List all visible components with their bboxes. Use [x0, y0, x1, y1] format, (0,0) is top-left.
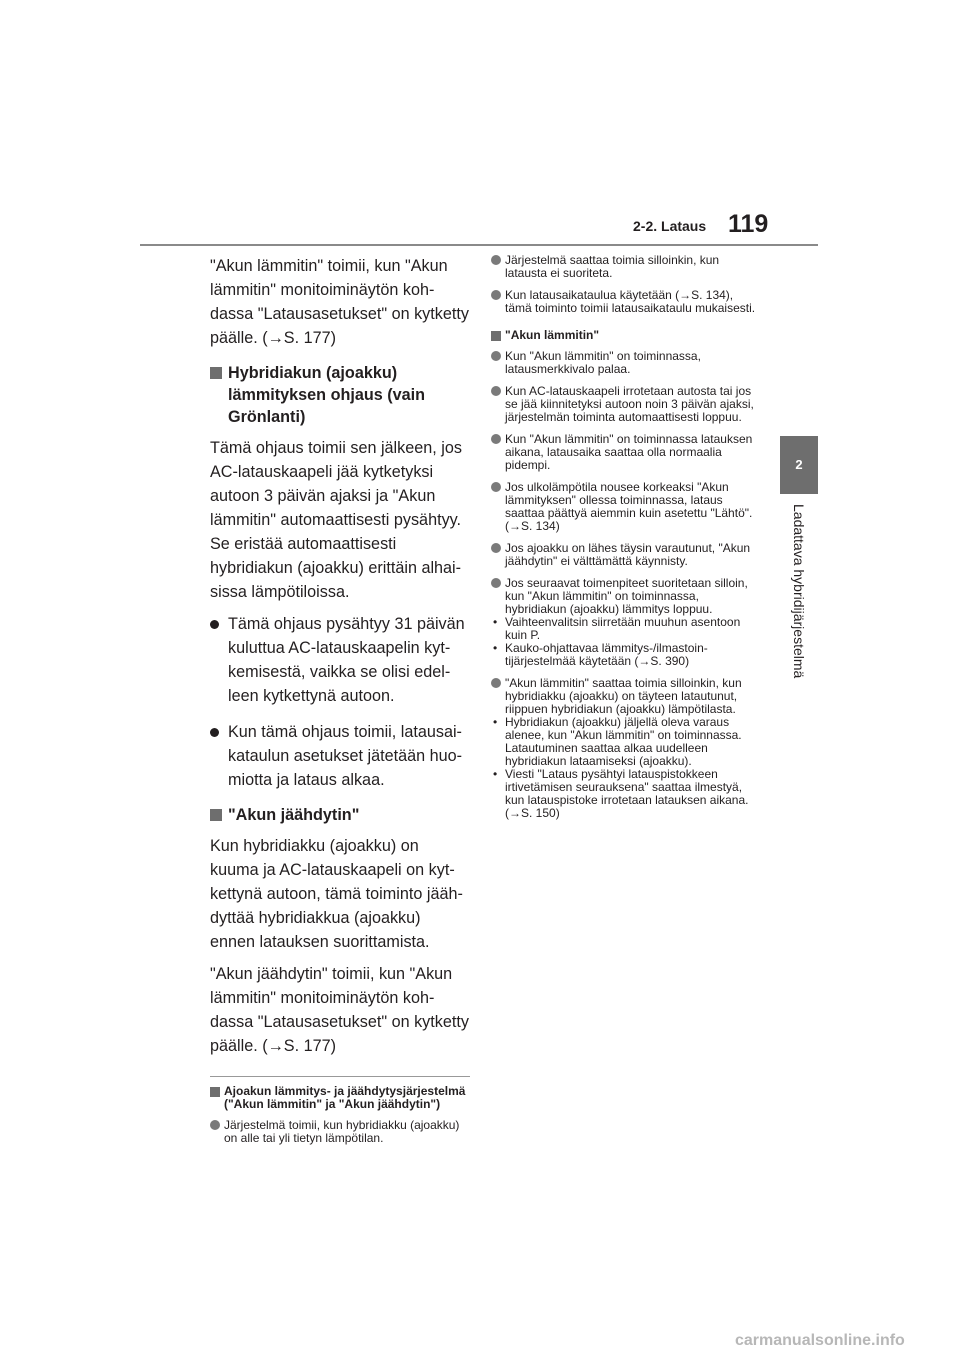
note-heading-text: Ajoakun lämmitys- ja jäähdytysjärjestelmä ("Akun lämmitin" ja "Akun jäähdytin") — [224, 1084, 466, 1111]
sub-list-text: Kauko-ohjattavaa lämmitys-/ilmastointijärjestelmää käytetään (→S. 390) — [505, 641, 708, 668]
bullet-dot-icon — [491, 543, 501, 553]
chapter-number: 2 — [780, 436, 818, 494]
bullet-dot-icon — [491, 434, 501, 444]
note-item-text: Jos ajoakku on lähes täysin varautunut, "Akun jäähdytin" ei välttämättä käynnisty. — [505, 541, 751, 568]
note-item — [491, 254, 756, 280]
square-bullet-icon — [210, 809, 222, 821]
note-item-text: Kun latausaikataulua käytetään (→S. 134), tämä toiminto toimii latausaikataulu mukaisesti. — [505, 288, 756, 315]
sub-bullet-icon: • — [493, 767, 498, 781]
body-paragraph: Kun hybridiakku (ajoakku) on kuuma ja AC-latauskaapeli on kytkettynä autoon, tämä toiminto jäähdyttää hybridiakkua (ajoakku) ennen latauksen suorittamista. — [210, 837, 463, 951]
sub-list-text: Viesti "Lataus pysähtyi latauspistokkeen irtivetämisen seurauksena" saattaa ilmestyä, kun latauspistoke irrotetaan latauksen aikana. (→S. 150) — [505, 767, 749, 820]
body-paragraph: "Akun jäähdytin" toimii, kun "Akun lämmitin" monitoiminäytön kohdassa "Latausasetukset" on kytketty päälle. (→S. 177) — [210, 965, 469, 1055]
sub-list-item — [491, 642, 756, 668]
list-item-text: Kun tämä ohjaus toimii, latausaikataulun asetukset jätetään huomiotta ja lataus alkaa. — [228, 723, 462, 789]
note-item — [491, 289, 756, 315]
bullet-dot-icon — [491, 482, 501, 492]
note-heading — [491, 329, 756, 342]
square-bullet-icon — [491, 331, 501, 341]
bullet-dot-icon — [491, 386, 501, 396]
note-item-text: Kun AC-latauskaapeli irrotetaan autosta tai jos se jää kiinnitetyksi autoon noin 3 päivän ajaksi, järjestelmän toiminta automaattisesti loppuu. — [505, 384, 754, 424]
section-divider — [210, 1076, 470, 1077]
bullet-dot-icon — [491, 255, 501, 265]
note-item — [491, 677, 756, 820]
note-item — [491, 577, 756, 668]
note-item-text: Järjestelmä toimii, kun hybridiakku (ajoakku) on alle tai yli tietyn lämpötilan. — [224, 1118, 460, 1145]
chapter-title-text: Ladattava hybridijärjestelmä — [791, 504, 807, 679]
section-heading — [210, 804, 470, 826]
bullet-dot-icon — [210, 728, 219, 737]
note-item — [491, 481, 756, 533]
section-title: 2-2. Lataus — [633, 218, 707, 234]
page-number: 119 — [728, 210, 769, 238]
note-item — [491, 433, 756, 472]
note-item — [491, 542, 756, 568]
right-column — [491, 254, 756, 829]
note-item-text: Jos seuraavat toimenpiteet suoritetaan silloin, kun "Akun lämmitin" on toiminnassa, hybridiakun (ajoakku) lämmitys loppuu. — [505, 576, 748, 616]
sub-list-text: Vaihteenvalitsin siirretään muuhun asentoon kuin P. — [505, 615, 741, 642]
watermark: carmanualsonline.info — [735, 1332, 905, 1349]
heading-text: Hybridiakun (ajoakku) lämmityksen ohjaus (vain Grönlanti) — [228, 364, 426, 426]
sub-list-item — [491, 768, 756, 820]
header-rule — [140, 244, 818, 246]
note-item-text: Kun "Akun lämmitin" on toiminnassa, latausmerkkivalo palaa. — [505, 349, 701, 376]
note-item-text: Jos ulkolämpötila nousee korkeaksi "Akun lämmityksen" ollessa toiminnassa, lataus saattaa päättyä aiemmin kuin asetettu "Lähtö". (→S. 134) — [505, 480, 753, 533]
section-heading — [210, 362, 470, 428]
list-item — [210, 720, 470, 792]
sub-bullet-icon: • — [493, 641, 498, 655]
body-paragraph: Tämä ohjaus toimii sen jälkeen, jos AC-latauskaapeli jää kytketyksi autoon 3 päivän ajaksi ja "Akun lämmitin" automaattisesti pysähtyy. Se eristää automaattisesti hybridiakun (ajoakku) erittäin alhaisissa lämpötiloissa. — [210, 439, 462, 601]
sub-bullet-icon: • — [493, 615, 498, 629]
list-item-text: Tämä ohjaus pysähtyy 31 päivän kuluttua AC-latauskaapelin kytkemisestä, vaikka se olisi edelleen kytkettynä autoon. — [228, 615, 465, 705]
note-item — [210, 1119, 470, 1145]
sub-list-item — [491, 716, 756, 768]
heading-text: "Akun jäähdytin" — [228, 806, 360, 824]
chapter-tab — [780, 244, 818, 1019]
list-item — [210, 612, 470, 708]
square-bullet-icon — [210, 367, 222, 379]
bullet-dot-icon — [210, 620, 219, 629]
note-item-text: Kun "Akun lämmitin" on toiminnassa latauksen aikana, latausaika saattaa olla normaalia pidempi. — [505, 432, 753, 472]
sub-list-text: Hybridiakun (ajoakku) jäljellä oleva varaus alenee, kun "Akun lämmitin" on toiminnassa. Latautuminen saattaa alkaa uudelleen hybridiakun lataamiseksi (ajoakku). — [505, 715, 742, 768]
note-item-text: "Akun lämmitin" saattaa toimia silloinkin, kun hybridiakku (ajoakku) on täyteen latautunut, riippuen hybridiakun (ajoakku) lämpötilasta. — [505, 676, 742, 716]
note-heading-text: "Akun lämmitin" — [505, 328, 600, 342]
square-bullet-icon — [210, 1087, 220, 1097]
bullet-dot-icon — [210, 1120, 220, 1130]
sub-list — [491, 616, 756, 668]
note-item-text: Järjestelmä saattaa toimia silloinkin, kun latausta ei suoriteta. — [505, 253, 720, 280]
chapter-title — [772, 504, 826, 964]
left-column — [210, 254, 470, 1154]
bullet-dot-icon — [491, 578, 501, 588]
note-heading — [210, 1085, 470, 1111]
page-header — [0, 0, 960, 250]
sub-bullet-icon: • — [493, 715, 498, 729]
sub-list-item — [491, 616, 756, 642]
bullet-dot-icon — [491, 290, 501, 300]
bullet-dot-icon — [491, 678, 501, 688]
note-item — [491, 350, 756, 376]
sub-list — [491, 716, 756, 820]
intro-paragraph: "Akun lämmitin" toimii, kun "Akun lämmitin" monitoiminäytön kohdassa "Latausasetukset" on kytketty päälle. (→S. 177) — [210, 257, 469, 347]
note-item — [491, 385, 756, 424]
bullet-dot-icon — [491, 351, 501, 361]
